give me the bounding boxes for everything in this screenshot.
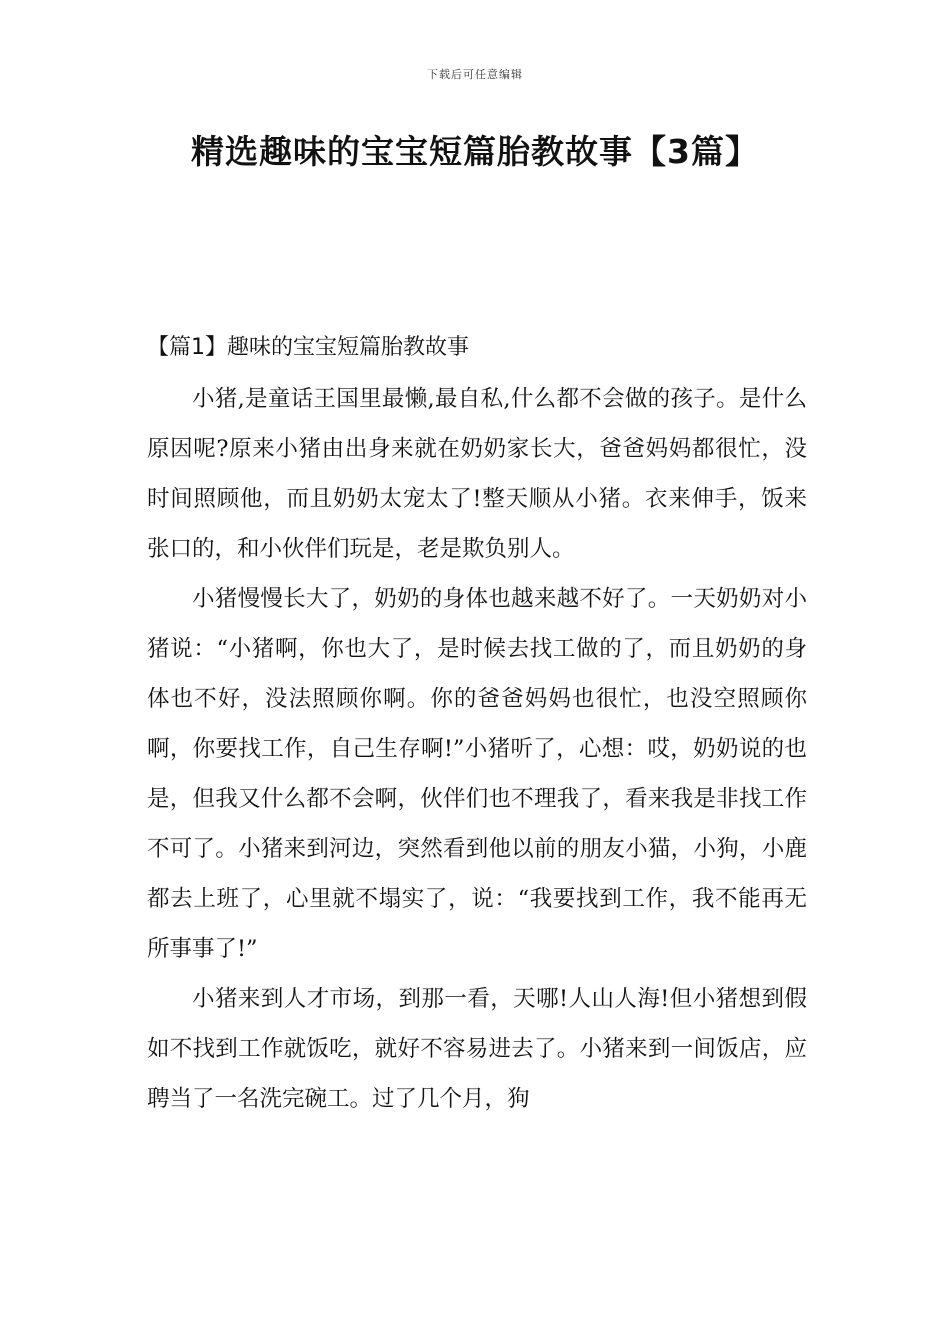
paragraph: 小猪来到人才市场，到那一看，天哪!人山人海!但小猪想到假如不找到工作就饭吃，就好不容易进去了。小猪来到一间饭店，应聘当了一名洗完碗工。过了几个月，狗	[147, 986, 807, 1112]
document-title: 精选趣味的宝宝短篇胎教故事【3篇】	[191, 132, 759, 171]
header-note: 下载后可任意编辑	[427, 68, 523, 81]
paragraph: 小猪慢慢长大了，奶奶的身体也越来越不好了。一天奶奶对小猪说：“小猪啊，你也大了，是时候去找工做的了，而且奶奶的身体也不好，没法照顾你啊。你的爸爸妈妈也很忙，也没空照顾你啊，你要找工作，自己生存啊!”小猪听了，心想：哎，奶奶说的也是，但我又什么都不会啊，伙伴们也不理我了，看来我是非找工作不可了。小猪来到河边，突然看到他以前的朋友小猫，小狗，小鹿都去上班了，心里就不塌实了，说：“我要找到工作，我不能再无所事事了!”	[147, 586, 807, 962]
story-body	[147, 374, 807, 1124]
section-heading: 【篇1】趣味的宝宝短篇胎教故事	[147, 335, 469, 360]
paragraph: 小猪,是童话王国里最懒,最自私,什么都不会做的孩子。是什么原因呢?原来小猪由出身来就在奶奶家长大，爸爸妈妈都很忙，没时间照顾他，而且奶奶太宠太了!整天顺从小猪。衣来伸手，饭来张口的，和小伙伴们玩是，老是欺负别人。	[147, 386, 807, 562]
